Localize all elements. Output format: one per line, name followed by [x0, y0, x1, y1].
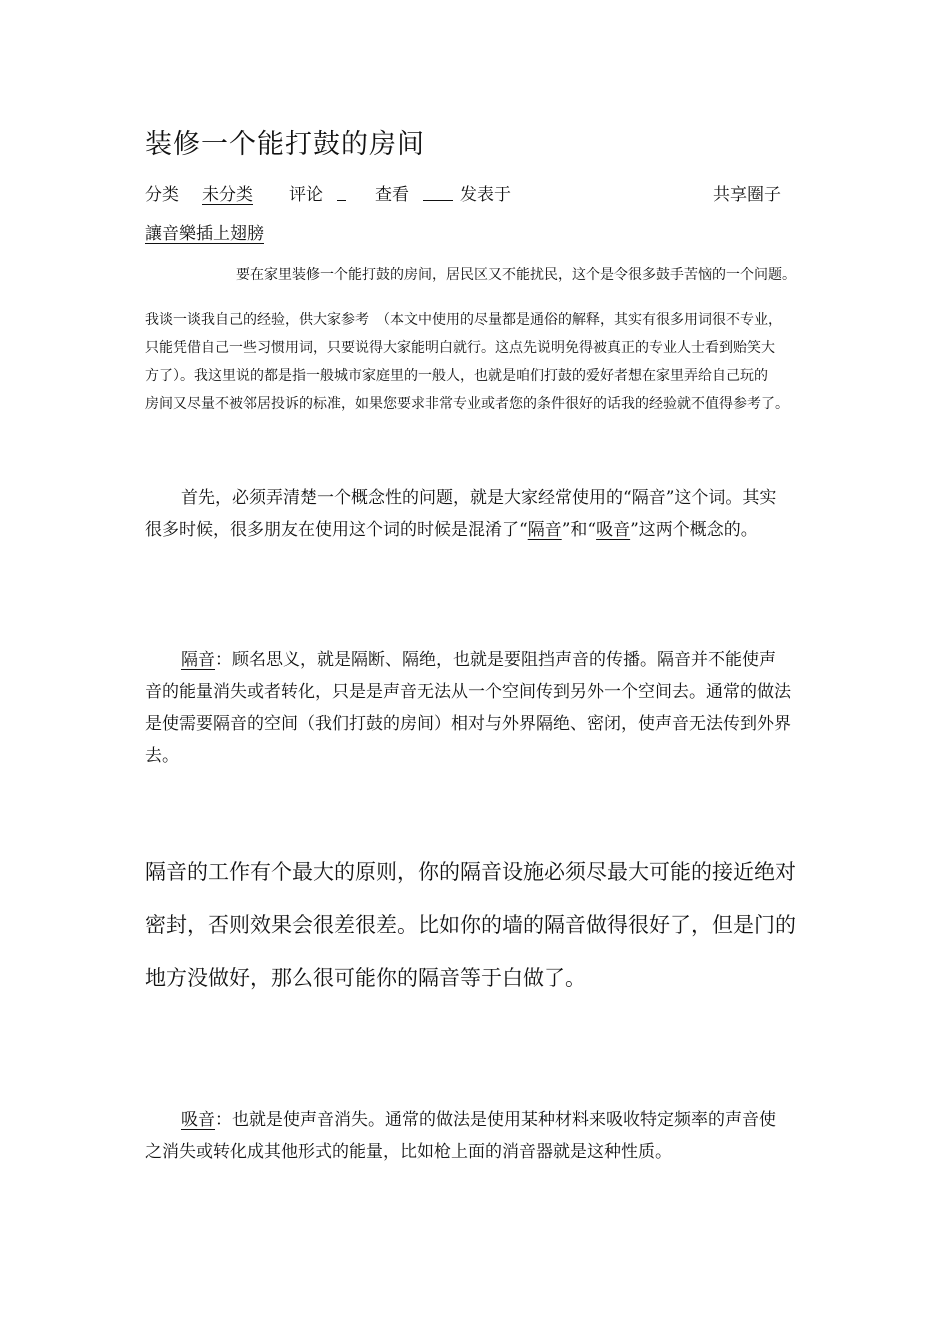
intro-line: 方了）。我这里说的都是指一般城市家庭里的一般人，也就是咱们打鼓的爱好者想在家里弄给自己玩的	[145, 368, 768, 384]
intro-first-line: 要在家里装修一个能打鼓的房间，居民区又不能扰民，这个是令很多鼓手苦恼的一个问题。	[236, 267, 796, 283]
concept-paragraph	[145, 482, 865, 546]
concept-text: ”这两个概念的。	[630, 520, 758, 540]
term-link-soundproof[interactable]: 隔音	[527, 520, 562, 540]
page-title: 装修一个能打鼓的房间	[145, 129, 425, 160]
share-circle-label: 共享圈子	[713, 185, 781, 205]
term-link-absorb[interactable]: 吸音	[596, 520, 631, 540]
concept-text: ”和“	[561, 520, 597, 540]
blog-name-link[interactable]: 讓音樂插上翅膀	[145, 224, 264, 244]
concept-line	[145, 514, 865, 546]
absorb-line: 之消失或转化成其他形式的能量，比如枪上面的消音器就是这种性质。	[145, 1142, 672, 1162]
soundproof-line: 去。	[145, 746, 179, 766]
principle-line: 隔音的工作有个最大的原则，你的隔音设施必须尽最大可能的接近绝对	[145, 860, 796, 884]
concept-line: 首先，必须弄清楚一个概念性的问题，就是大家经常使用的“隔音”这个词。其实	[181, 488, 777, 508]
absorb-paragraph	[145, 1104, 865, 1168]
comment-label: 评论	[289, 185, 323, 205]
soundproof-text: ：顾名思义，就是隔断、隔绝，也就是要阻挡声音的传播。隔音并不能使声	[215, 650, 776, 670]
principle-line: 密封，否则效果会很差很差。比如你的墙的隔音做得很好了，但是门的	[145, 913, 796, 937]
absorb-text: ：也就是使声音消失。通常的做法是使用某种材料来吸收特定频率的声音使	[215, 1110, 776, 1130]
principle-line: 地方没做好，那么很可能你的隔音等于白做了。	[145, 966, 586, 990]
comment-count-link[interactable]	[337, 180, 346, 201]
intro-line: 我谈一谈我自己的经验，供大家参考 （本文中使用的尽量都是通俗的解释，其实有很多用词很不专业，	[145, 312, 782, 328]
posted-label: 发表于	[460, 185, 511, 205]
category-label: 分类	[145, 185, 179, 205]
soundproof-line: 音的能量消失或者转化，只是是声音无法从一个空间传到另外一个空间去。通常的做法	[145, 682, 791, 702]
soundproof-term-link[interactable]: 隔音	[181, 650, 215, 670]
intro-paragraph	[145, 306, 865, 418]
soundproof-line: 是使需要隔音的空间（我们打鼓的房间）相对与外界隔绝、密闭，使声音无法传到外界	[145, 714, 791, 734]
intro-line: 房间又尽量不被邻居投诉的标准，如果您要求非常专业或者您的条件很好的话我的经验就不值得参考了。	[145, 396, 789, 412]
view-label: 查看	[375, 185, 409, 205]
soundproof-line	[145, 644, 865, 676]
category-link[interactable]: 未分类	[202, 185, 253, 205]
post-meta	[145, 180, 865, 208]
soundproof-paragraph	[145, 644, 865, 772]
principle-paragraph	[145, 846, 865, 1005]
absorb-term-link[interactable]: 吸音	[181, 1110, 215, 1130]
absorb-line	[145, 1104, 865, 1136]
intro-line: 只能凭借自己一些习惯用词，只要说得大家能明白就行。这点先说明免得被真正的专业人士看到贻笑大	[145, 340, 775, 356]
view-count-field	[423, 180, 453, 201]
concept-text: 很多时候，很多朋友在使用这个词的时候是混淆了“	[145, 520, 528, 540]
